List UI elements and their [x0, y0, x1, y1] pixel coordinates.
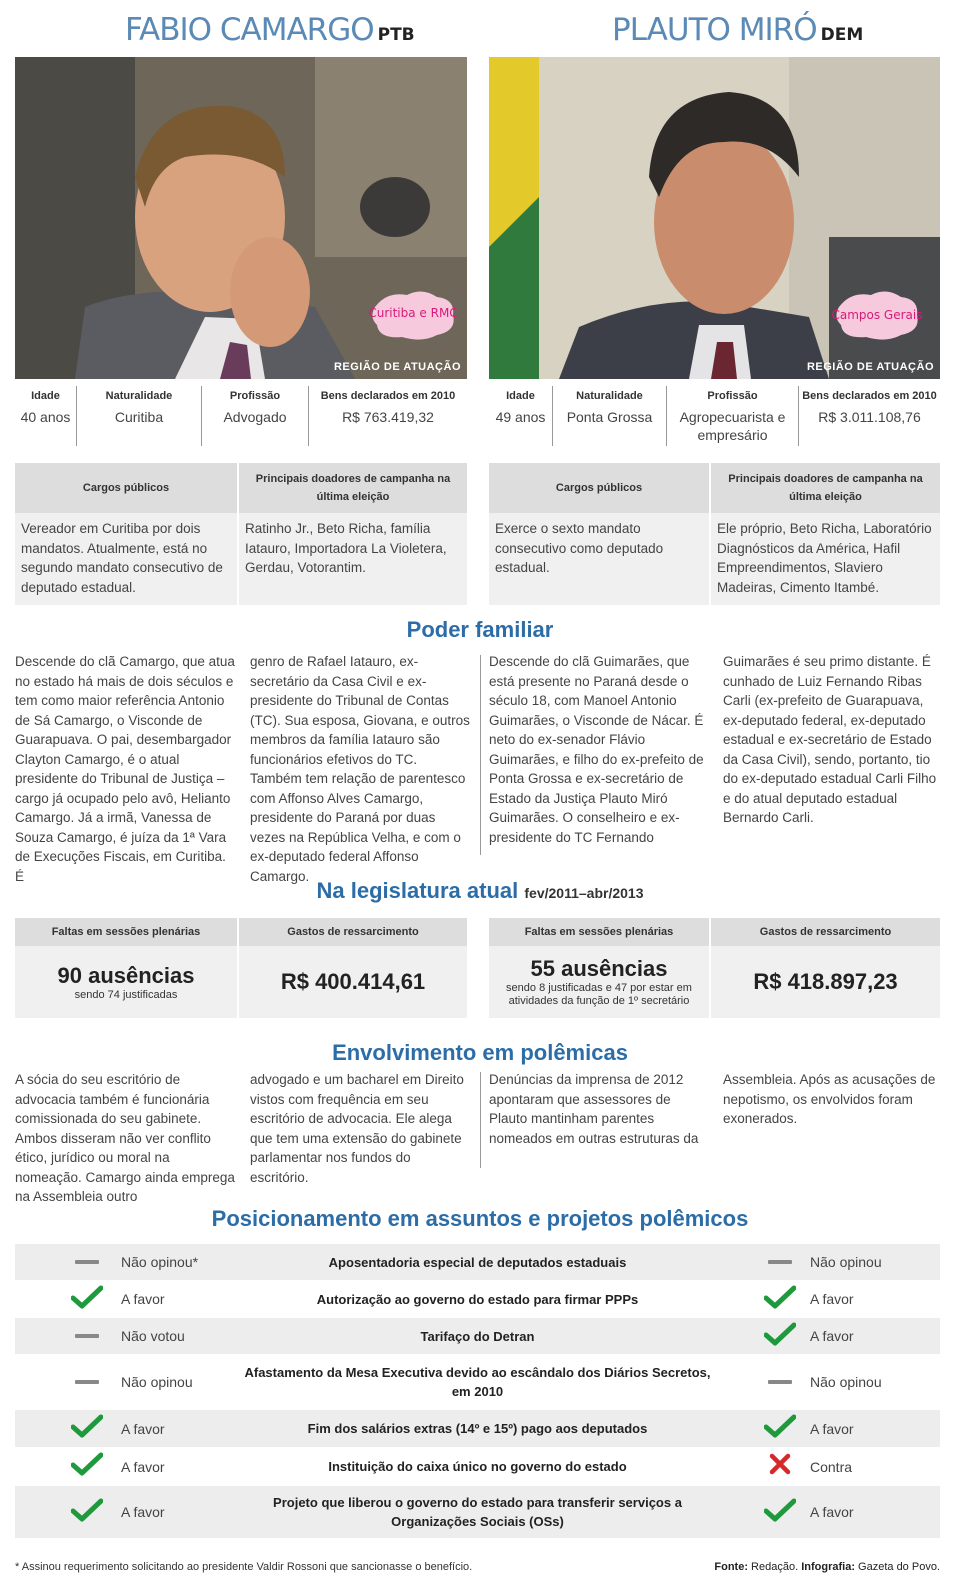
position-row [15, 1318, 940, 1354]
dash-icon [75, 1334, 99, 1338]
left-faltas-detail: sendo 74 justificadas [74, 988, 178, 1001]
left-faltas-value: 90 ausências [57, 962, 195, 988]
right-polemica-col1: Denúncias da imprensa de 2012 apontaram que assessores de Plauto mantinham parentes nomeados em outras estruturas da [489, 1072, 699, 1146]
right-doadores-header: Principais doadores de campanha na última eleição [711, 463, 940, 513]
left-stats-table [15, 918, 467, 1018]
right-gastos-header: Gastos de ressarcimento [711, 918, 940, 946]
left-familia-col2: genro de Rafael Iatauro, ex-secretário da Casa Civil e ex-presidente do Tribunal de Contas (TC). Sua esposa, Giovana, e outros membros da família Iatauro são funcionários efetivos do TC. Também tem relação de parentesco com Affonso Alves Camargo, presidente do Paraná por duas vezes na República Velha, e com o ex-deputado federal Affonso Camargo. [250, 654, 470, 884]
legislatura-period: fev/2011–abr/2013 [524, 885, 644, 901]
dash-icon [768, 1380, 792, 1384]
cross-icon [769, 1453, 791, 1480]
right-cargos-header: Cargos públicos [489, 463, 709, 513]
dash-icon [75, 1380, 99, 1384]
footnote: * Assinou requerimento solicitando ao presidente Valdir Rossoni que sancionasse o benefício. [15, 1561, 473, 1573]
check-icon [764, 1322, 796, 1351]
right-polemica-col2: Assembleia. Após as acusações de nepotismo, os envolvidos foram exonerados. [723, 1072, 936, 1126]
position-topic: Tarifaço do Detran [420, 1328, 535, 1344]
position-topic: Projeto que liberou o governo do estado para transferir serviços a Organizações Sociais (OSs) [273, 1495, 682, 1529]
right-profissao: Profissão Agropecuarista e empresário [667, 386, 799, 446]
position-topic: Instituição do caixa único no governo do estado [328, 1459, 627, 1474]
right-info-row [489, 386, 940, 446]
position-topic: Aposentadoria especial de deputados estaduais [328, 1254, 627, 1270]
right-stats-table [489, 918, 940, 1018]
right-politician-name: PLAUTO MIRÓ DEM [612, 12, 864, 48]
right-bens: Bens declarados em 2010 R$ 3.011.108,76 [802, 390, 937, 425]
right-cargos-doadores-table [489, 463, 940, 605]
right-idade: Idade 49 anos [489, 386, 553, 446]
position-row [15, 1410, 940, 1447]
left-cargos-header: Cargos públicos [15, 463, 237, 513]
left-position: Não opinou* [121, 1254, 199, 1270]
left-region-map-icon [367, 285, 459, 345]
right-position: A favor [810, 1504, 854, 1520]
left-politician-photo [15, 57, 467, 379]
left-politician-name: FABIO CAMARGO PTB [125, 12, 415, 48]
section-title-legislatura: Na legislatura atual fev/2011–abr/2013 [316, 878, 644, 903]
right-doadores-text: Ele próprio, Beto Richa, Laboratório Diagnósticos da América, Hafil Empreendimentos, Slaviero Madeiras, Cimento Itambé. [711, 513, 940, 605]
check-icon [71, 1452, 103, 1481]
position-row [15, 1448, 940, 1485]
left-position: A favor [121, 1420, 165, 1437]
right-faltas-detail: sendo 8 justificadas e 47 por estar em atividades da função de 1º secretário [506, 982, 692, 1007]
left-faltas-header: Faltas em sessões plenárias [15, 918, 237, 946]
section-title-polemicas: Envolvimento em polêmicas [332, 1040, 628, 1065]
right-cargos-text: Exerce o sexto mandato consecutivo como deputado estadual. [489, 513, 709, 605]
right-politician-photo [489, 57, 940, 379]
check-icon [764, 1414, 796, 1443]
right-region-name: Campos Gerais [831, 308, 923, 322]
left-position: A favor [121, 1291, 165, 1307]
position-row [15, 1244, 940, 1280]
position-row [15, 1281, 940, 1317]
right-region-label: REGIÃO DE ATUAÇÃO [806, 361, 934, 373]
dash-icon [75, 1260, 99, 1264]
right-position: Não opinou [810, 1254, 882, 1270]
left-cargos-text: Vereador em Curitiba por dois mandatos. Atualmente, está no segundo mandato consecutivo de deputado estadual. [15, 513, 237, 605]
right-party: DEM [820, 25, 864, 45]
column-divider [480, 1072, 481, 1168]
right-region-map-icon [831, 285, 923, 345]
left-doadores-header: Principais doadores de campanha na última eleição [239, 463, 467, 513]
right-position: A favor [810, 1328, 854, 1344]
left-party: PTB [377, 25, 415, 45]
right-gastos-value: R$ 418.897,23 [753, 969, 898, 994]
left-position: A favor [121, 1458, 165, 1475]
left-position: Não votou [121, 1328, 185, 1344]
check-icon [71, 1414, 103, 1443]
right-familia-col2: Guimarães é seu primo distante. É cunhado de Luiz Fernando Ribas Carli (ex-prefeito de Guarapuava, ex-deputado federal, ex-deputado estadual e ex-secretário de Estado da Casa Civil), sendo, portanto, tio do ex-deputado estadual Carli Filho e do atual deputado estadual Bernardo Carli. [723, 654, 937, 825]
right-position: A favor [810, 1420, 854, 1437]
left-region-label: REGIÃO DE ATUAÇÃO [333, 361, 461, 373]
left-position: Não opinou [121, 1374, 193, 1390]
check-icon [764, 1285, 796, 1314]
left-region-name: Curitiba e RMC [368, 306, 458, 320]
check-icon [71, 1285, 103, 1314]
left-doadores-text: Ratinho Jr., Beto Richa, família Iatauro, Importadora La Violetera, Gerdau, Votorantim. [239, 513, 467, 605]
left-info-row [15, 386, 467, 446]
section-title-poder-familiar: Poder familiar [406, 617, 554, 642]
right-position: Contra [810, 1458, 853, 1475]
left-profissao: Profissão Advogado [202, 386, 309, 446]
section-title-posicionamento: Posicionamento em assuntos e projetos polêmicos [211, 1206, 749, 1231]
dash-icon [768, 1260, 792, 1264]
position-row [15, 1486, 940, 1538]
credits: Fonte: Redação. Infografia: Gazeta do Povo. [714, 1561, 940, 1573]
left-polemica-col1: A sócia do seu escritório de advocacia também é funcionária comissionada do seu gabinete. Ambos disseram não ver conflito ético, jurídico ou moral na nomeação. Camargo ainda emprega na Assembleia outro [15, 1072, 235, 1204]
position-row [15, 1355, 940, 1409]
right-faltas-value: 55 ausências [530, 956, 668, 981]
right-position: Não opinou [810, 1374, 882, 1390]
position-topic: Autorização ao governo do estado para firmar PPPs [316, 1291, 639, 1307]
left-position: A favor [121, 1504, 165, 1520]
left-polemica-col2: advogado e um bacharel em Direito vistos com frequência em seu escritório de advocacia. Ele alega que tem uma extensão do gabinete parlamentar nos fundos do escritório. [250, 1072, 464, 1185]
left-gastos-header: Gastos de ressarcimento [239, 918, 467, 946]
right-naturalidade: Naturalidade Ponta Grossa [553, 386, 667, 446]
left-naturalidade: Naturalidade Curitiba [77, 386, 202, 446]
position-topic: Fim dos salários extras (14º e 15º) pago aos deputados [307, 1421, 648, 1436]
left-bens: Bens declarados em 2010 R$ 763.419,32 [320, 390, 456, 425]
right-position: A favor [810, 1291, 854, 1307]
left-gastos-value: R$ 400.414,61 [280, 969, 426, 994]
check-icon [71, 1498, 103, 1527]
position-topic: Afastamento da Mesa Executiva devido ao escândalo dos Diários Secretos, em 2010 [244, 1365, 711, 1399]
left-idade: Idade 40 anos [15, 386, 77, 446]
left-cargos-doadores-table [15, 463, 467, 605]
column-divider [480, 655, 481, 855]
right-familia-col1: Descende do clã Guimarães, que está presente no Paraná desde o século 18, com Manoel Antonio Guimarães, o Visconde de Nácar. É neto do ex-senador Flávio Guimarães, e filho do ex-prefeito de Ponta Grossa e ex-secretário de Estado da Justiça Plauto Miró Guimarães. O conselheiro e ex-presidente do TC Fernando [489, 654, 704, 845]
left-familia-col1: Descende do clã Camargo, que atua no estado há mais de dois séculos e tem como maior referência Antonio de Sá Camargo, o Visconde de Guarapuava. O pai, desembargador Clayton Camargo, é o atual presidente do Tribunal de Justiça – cargo já ocupado pelo avô, Helianto Camargo. Já a irmã, Vanessa de Souza Camargo, é juíza da 1ª Vara de Execuções Fiscais, em Curitiba. É [15, 654, 235, 884]
check-icon [764, 1498, 796, 1527]
right-faltas-header: Faltas em sessões plenárias [489, 918, 709, 946]
